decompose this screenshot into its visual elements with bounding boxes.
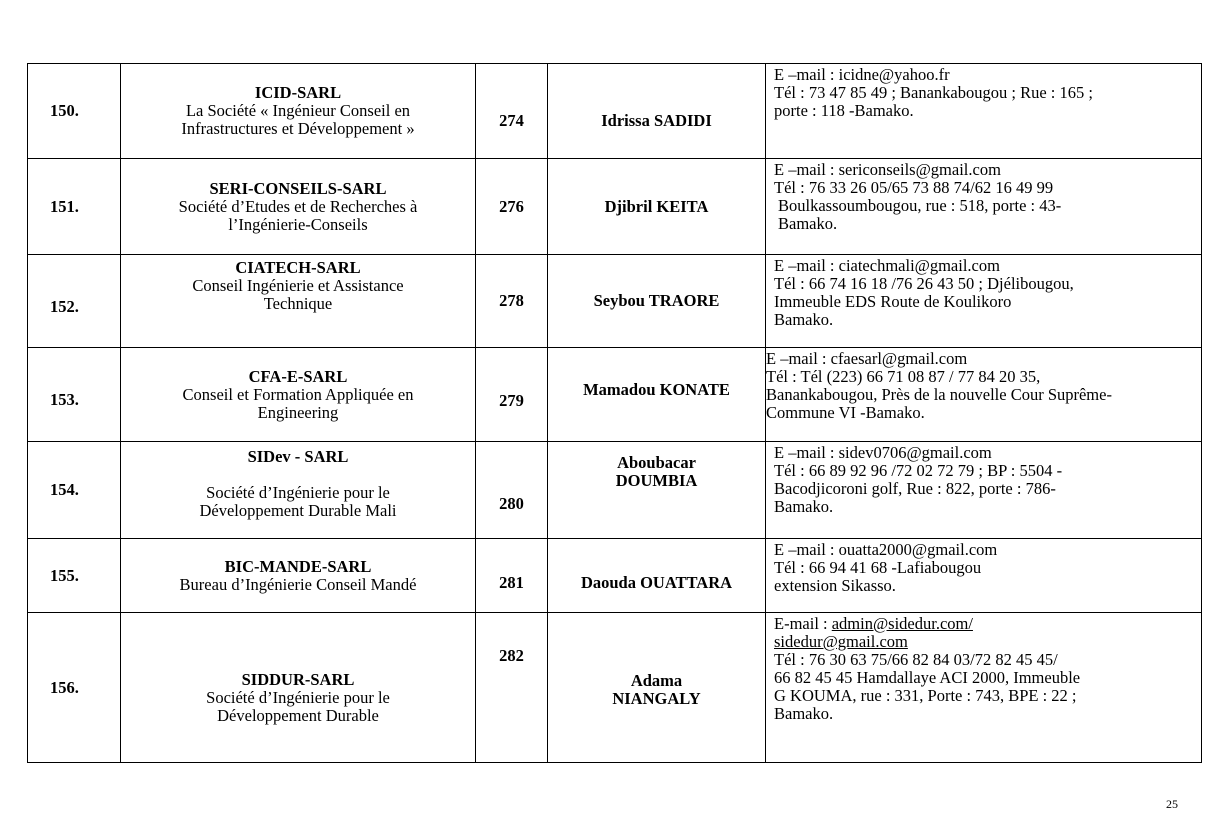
table-row: [28, 348, 1202, 442]
table-row: [28, 442, 1202, 539]
page-number: 25: [1166, 797, 1178, 811]
firm-description: l’Ingénierie-Conseils: [228, 214, 368, 234]
table-row: [28, 255, 1202, 348]
manager-name: Daouda OUATTARA: [548, 539, 766, 613]
contact-cell: E –mail : ciatechmali@gmail.com Tél : 66 74 16 18 /76 26 43 50 ; Djélibougou, Immeuble EDS Route de Koulikoro Bamako.: [766, 255, 1202, 348]
firm-cell: [121, 159, 476, 255]
table-row: [28, 159, 1202, 255]
email-link[interactable]: sidedur@gmail.com: [774, 632, 908, 651]
contact-cell: E-mail : admin@sidedur.com/ sidedur@gmail.com Tél : 76 30 63 75/66 82 84 03/72 82 45 45/ 66 82 45 45 Hamdallaye ACI 2000, Immeuble G KOUMA, rue : 331, Porte : 743, BPE : 22 ; Bamako.: [766, 613, 1202, 763]
firm-cell: [121, 255, 476, 348]
email-link[interactable]: admin@sidedur.com/: [831, 614, 973, 633]
row-number: 151.: [28, 159, 121, 255]
manager-name: Aboubacar DOUMBIA: [548, 442, 766, 539]
firm-description: Société d’Etudes et de Recherches à: [178, 196, 418, 216]
registration-number: 276: [476, 159, 548, 255]
registration-number: 274: [476, 64, 548, 159]
manager-name: Mamadou KONATE: [548, 348, 766, 442]
firm-name: CFA-E-SARL: [248, 366, 348, 386]
row-number: 155.: [28, 539, 121, 613]
firm-description: Engineering: [257, 402, 339, 422]
manager-name: Adama NIANGALY: [548, 613, 766, 763]
row-number: 150.: [28, 64, 121, 159]
registration-number: 280: [476, 442, 548, 539]
row-number: 152.: [28, 255, 121, 348]
firm-description: Développement Durable: [217, 705, 379, 725]
firm-name: SERI-CONSEILS-SARL: [209, 178, 387, 198]
registration-number: 281: [476, 539, 548, 613]
firm-cell: [121, 348, 476, 442]
firm-name: ICID-SARL: [254, 83, 342, 102]
firm-description: Développement Durable Mali: [199, 501, 397, 520]
firm-name: SIDev - SARL: [247, 447, 349, 466]
contact-cell: E –mail : icidne@yahoo.fr Tél : 73 47 85 49 ; Banankabougou ; Rue : 165 ; porte : 118 -Bamako.: [766, 64, 1202, 159]
firm-description: Bureau d’Ingénierie Conseil Mandé: [179, 574, 417, 594]
firm-description: Société d’Ingénierie pour le: [206, 687, 390, 707]
firms-table: [27, 63, 1202, 763]
firm-description: Conseil et Formation Appliquée en: [182, 384, 414, 404]
firm-cell: [121, 64, 476, 159]
firm-name: BIC-MANDE-SARL: [224, 556, 372, 576]
manager-name: Djibril KEITA: [548, 159, 766, 255]
firm-description: Société d’Ingénierie pour le: [206, 483, 390, 502]
manager-name: Idrissa SADIDI: [548, 64, 766, 159]
row-number: 153.: [28, 348, 121, 442]
firm-name: SIDDUR-SARL: [241, 669, 355, 689]
registration-number: 279: [476, 348, 548, 442]
registration-number: 282: [476, 613, 548, 763]
firm-cell: [121, 613, 476, 763]
contact-cell: E –mail : cfaesarl@gmail.com Tél : Tél (223) 66 71 08 87 / 77 84 20 35, Banankabougou, Près de la nouvelle Cour Suprême- Commune VI -Bamako.: [766, 348, 1202, 442]
firm-description: Technique: [263, 294, 333, 313]
registration-number: 278: [476, 255, 548, 348]
table-row: [28, 613, 1202, 763]
contact-cell: E –mail : sidev0706@gmail.com Tél : 66 89 92 96 /72 02 72 79 ; BP : 5504 - Bacodjicoroni golf, Rue : 822, porte : 786- Bamako.: [766, 442, 1202, 539]
firm-description: Conseil Ingénierie et Assistance: [192, 276, 404, 295]
contact-cell: E –mail : sericonseils@gmail.com Tél : 76 33 26 05/65 73 88 74/62 16 49 99 Boulkassoumbougou, rue : 518, porte : 43- Bamako.: [766, 159, 1202, 255]
table-row: [28, 64, 1202, 159]
table-row: [28, 539, 1202, 613]
firm-name: CIATECH-SARL: [235, 258, 361, 277]
firm-description: Infrastructures et Développement »: [181, 119, 415, 138]
row-number: 156.: [28, 613, 121, 763]
row-number: 154.: [28, 442, 121, 539]
firm-cell: [121, 539, 476, 613]
firm-cell: [121, 442, 476, 539]
contact-cell: E –mail : ouatta2000@gmail.com Tél : 66 94 41 68 -Lafiabougou extension Sikasso.: [766, 539, 1202, 613]
manager-name: Seybou TRAORE: [548, 255, 766, 348]
firm-description: La Société « Ingénieur Conseil en: [185, 101, 411, 120]
